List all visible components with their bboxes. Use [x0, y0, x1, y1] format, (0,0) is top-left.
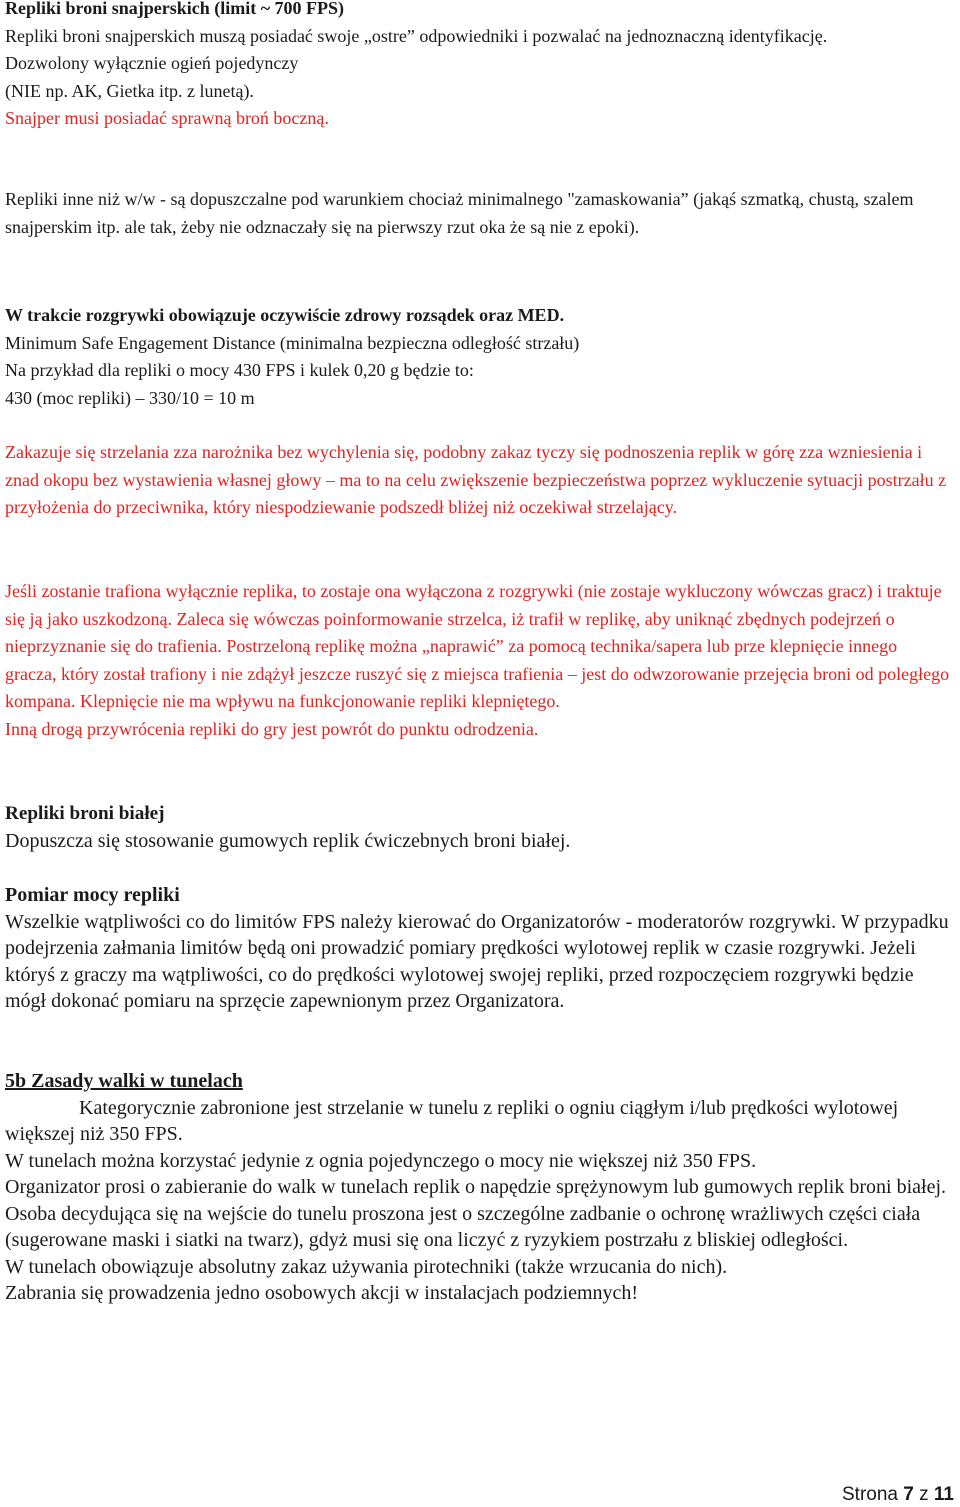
camouflage-paragraph: Repliki inne niż w/w - są dopuszczalne pod warunkiem chociaż minimalnego "zamaskowania” (jakąś szmatką, chustą, szalem snajperskim itp. ale tak, żeby nie odznaczały się na pierwszy rzut oka że są nie z epoki).: [5, 189, 914, 237]
melee-section: [5, 800, 953, 855]
footer-label: Strona: [842, 1484, 898, 1505]
hit-replica-respawn: Inną drogą przywrócenia repliki do gry jest powrót do punktu odrodzenia.: [5, 718, 539, 739]
med-section: [5, 302, 953, 412]
melee-text: Dopuszcza się stosowanie gumowych replik ćwiczebnych broni białej.: [5, 829, 571, 852]
med-line-1: Minimum Safe Engagement Distance (minimalna bezpieczna odległość strzału): [5, 332, 580, 353]
corner-shooting-rule: Zakazuje się strzelania zza narożnika bez wychylenia się, podobny zakaz tyczy się podnoszenia replik w górę zza wzniesienia i znad okopu bez wystawienia własnej głowy – ma to na celu zwiększenie bezpieczeństwa poprzez wykluczenie sytuacji postrzału z przyłożenia do przeciwnika, który niespodziewanie podszedł bliżej niż oczekiwał strzelający.: [5, 442, 947, 517]
sniper-line-1: Repliki broni snajperskich muszą posiadać swoje „ostre” odpowiedniki i pozwalać na jednoznaczną identyfikację.: [5, 25, 828, 46]
power-section: [5, 882, 953, 1015]
tunnels-heading: 5b Zasady walki w tunelach: [5, 1070, 243, 1092]
sniper-sidearm-rule: Snajper musi posiadać sprawną broń boczną.: [5, 108, 329, 128]
tunnels-p5: W tunelach obowiązuje absolutny zakaz używania pirotechniki (także wrzucania do nich).: [5, 1255, 728, 1278]
hit-replica-text-3: Postrzeloną replikę można „naprawić” za pomocą technika/sapera lub prze klepnięcie innego gracza, który został trafiony i nie zdążył jeszcze ruszyć się z miejsca trafienia – jest do odwzorowanie przejęcia broni od poległego kompana.: [5, 636, 950, 711]
footer-total-pages: 11: [933, 1484, 954, 1505]
tunnels-p1: Kategorycznie zabronione jest strzelanie w tunelu z repliki o ogniu ciągłym i/lub prędkości wylotowej większej niż 350 FPS.: [5, 1096, 899, 1145]
melee-heading: Repliki broni białej: [5, 803, 165, 824]
med-line-3: 430 (moc repliki) – 330/10 = 10 m: [5, 387, 255, 408]
sniper-line-2: Dozwolony wyłącznie ogień pojedynczy: [5, 53, 299, 73]
tunnels-p6: Zabrania się prowadzenia jedno osobowych akcji w instalacjach podziemnych!: [5, 1282, 639, 1304]
hit-replica-text-1: Jeśli zostanie trafiona wyłącznie replika, to zostaje ona wyłączona z rozgrywki (nie zostaje wykluczony wówczas gracz) i traktuje się ją jako uszkodzoną.: [5, 581, 942, 629]
sniper-section: [5, 0, 953, 133]
med-heading: W trakcie rozgrywki obowiązuje oczywiście zdrowy rozsądek oraz MED.: [5, 305, 565, 325]
tunnels-section: [5, 1068, 953, 1307]
sniper-heading: Repliki broni snajperskich (limit ~ 700 FPS): [5, 0, 345, 18]
tunnels-p2: W tunelach można korzystać jedynie z ognia pojedynczego o mocy nie większej niż 350 FPS.: [5, 1149, 757, 1172]
hit-replica-text-2: Zaleca się wówczas poinformowanie strzelca, iż trafił w replikę, aby uniknąć zbędnych podejrzeń o nieprzyznanie się do trafienia.: [5, 608, 895, 656]
sniper-line-3: (NIE np. AK, Gietka itp. z lunetą).: [5, 80, 254, 101]
hit-replica-section: [5, 578, 953, 743]
page-footer: [842, 1484, 954, 1506]
footer-of: z: [919, 1484, 929, 1505]
tunnels-p4: Osoba decydująca się na wejście do tunelu proszona jest o szczególne zadbanie o ochronę wrażliwych części ciała (sugerowane maski i siatki na twarz), gdyż musi się ona liczyć z ryzykiem postrzału z bliskiej odległości.: [5, 1202, 921, 1251]
med-line-2: Na przykład dla repliki o mocy 430 FPS i kulek 0,20 g będzie to:: [5, 360, 474, 380]
power-text: Wszelkie wątpliwości co do limitów FPS należy kierować do Organizatorów - moderatorów rozgrywki. W przypadku podejrzenia załmania limitów będą oni prowadzić pomiary prędkości wylotowej replik w czasie rozgrywki. Jeżeli któryś z graczy ma wątpliwości, co do prędkości wylotowej swojej repliki, przed rozpoczęciem rozgrywki będzie mógł dokonać pomiaru na sprzęcie zapewnionym przez Organizatora.: [5, 910, 949, 1012]
power-heading: Pomiar mocy repliki: [5, 884, 180, 906]
footer-page-number: 7: [903, 1484, 914, 1505]
hit-replica-text-4: Klepnięcie nie ma wpływu na funkcjonowanie repliki klepniętego.: [75, 691, 560, 711]
tunnels-p3: Organizator prosi o zabieranie do walk w tunelach replik o napędzie sprężynowym lub gumowych replik broni białej.: [5, 1176, 947, 1198]
